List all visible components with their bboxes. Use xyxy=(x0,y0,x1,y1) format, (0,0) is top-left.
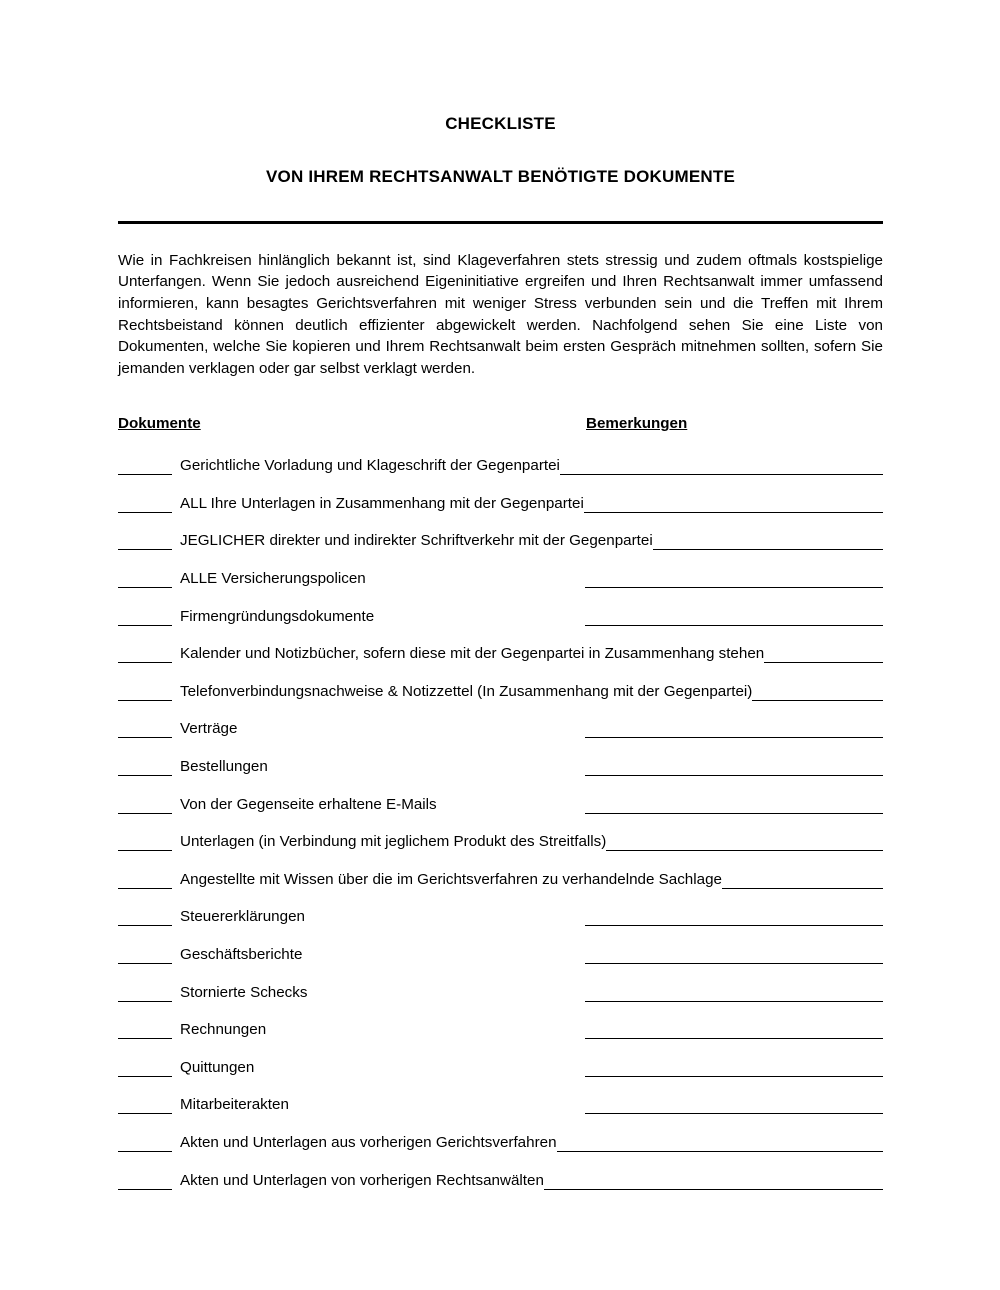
page-title: CHECKLISTE xyxy=(445,114,556,133)
intro-paragraph: Wie in Fachkreisen hinlänglich bekannt ist, sind Klageverfahren stets stressig und zudem oftmals kostspielige Unterfangen. Wenn Sie jedoch ausreichend Eigeninitiative ergreifen und Ihren Rechtsanwalt immer umfassend informieren, kann besagtes Gerichtsverfahren mit weniger Stress verbunden sein und die Treffen mit Ihrem Rechtsbeistand können deutlich effizienter abgewickelt werden. Nachfolgend sehen Sie eine Liste von Dokumenten, welche Sie kopieren und Ihrem Rechtsanwalt beim ersten Gespräch mitnehmen sollten, sofern Sie jemanden verklagen oder gar selbst verklagt werden. xyxy=(118,251,883,377)
remark-blank[interactable] xyxy=(722,871,883,889)
checklist-item-row xyxy=(118,564,883,588)
checkmark-blank[interactable] xyxy=(118,570,172,588)
checkmark-blank[interactable] xyxy=(118,1172,172,1190)
checklist-item-label: Mitarbeiterakten xyxy=(180,1096,289,1114)
checklist xyxy=(118,451,883,1203)
checklist-item xyxy=(118,639,883,677)
checkmark-blank[interactable] xyxy=(118,495,172,513)
checklist-item xyxy=(118,978,883,1016)
remark-blank[interactable] xyxy=(584,495,883,513)
remark-blank[interactable] xyxy=(585,758,883,776)
checklist-item-row xyxy=(118,902,883,926)
checklist-item xyxy=(118,752,883,790)
remark-blank[interactable] xyxy=(606,833,883,851)
remark-blank[interactable] xyxy=(544,1172,883,1190)
checklist-item xyxy=(118,902,883,940)
checklist-item-label: Geschäftsberichte xyxy=(180,945,303,963)
remarks-column-heading: Bemerkungen xyxy=(586,415,688,433)
checklist-item-row xyxy=(118,1090,883,1114)
checklist-item xyxy=(118,827,883,865)
checklist-item xyxy=(118,1053,883,1091)
title-divider xyxy=(118,221,883,224)
checkmark-blank[interactable] xyxy=(118,1134,172,1152)
checklist-item xyxy=(118,677,883,715)
checkmark-blank[interactable] xyxy=(118,532,172,550)
checklist-item-label: Gerichtliche Vorladung und Klageschrift der Gegenpartei xyxy=(180,457,560,475)
checkmark-blank[interactable] xyxy=(118,758,172,776)
checklist-item-row xyxy=(118,526,883,550)
checklist-item-label: Akten und Unterlagen aus vorherigen Gerichtsverfahren xyxy=(180,1133,557,1151)
checkmark-blank[interactable] xyxy=(118,946,172,964)
checklist-item-row xyxy=(118,1015,883,1039)
checklist-item-label: Bestellungen xyxy=(180,758,268,775)
checklist-item xyxy=(118,865,883,903)
checklist-item-row xyxy=(118,639,883,663)
remark-blank[interactable] xyxy=(585,796,883,814)
checkmark-blank[interactable] xyxy=(118,645,172,663)
checkmark-blank[interactable] xyxy=(118,683,172,701)
checkmark-blank[interactable] xyxy=(118,1021,172,1039)
remark-blank[interactable] xyxy=(585,570,883,588)
checklist-item-label: Verträge xyxy=(180,720,238,738)
remark-blank[interactable] xyxy=(585,1096,883,1114)
checklist-item xyxy=(118,526,883,564)
remark-blank[interactable] xyxy=(585,946,883,964)
remark-blank[interactable] xyxy=(585,984,883,1002)
checklist-item-label: Rechnungen xyxy=(180,1021,267,1039)
checklist-item xyxy=(118,1015,883,1053)
document-content xyxy=(118,0,883,1203)
checklist-item-row xyxy=(118,827,883,851)
checklist-item-row xyxy=(118,978,883,1002)
checklist-item-label: ALL Ihre Unterlagen in Zusammenhang mit der Gegenpartei xyxy=(180,494,584,512)
checklist-item xyxy=(118,1166,883,1204)
remark-blank[interactable] xyxy=(560,457,883,475)
checkmark-blank[interactable] xyxy=(118,457,172,475)
checklist-item-label: Akten und Unterlagen von vorherigen Rechtsanwälten xyxy=(180,1171,544,1189)
checklist-item-label: Quittungen xyxy=(180,1058,255,1076)
checklist-item-label: JEGLICHER direkter und indirekter Schriftverkehr mit der Gegenpartei xyxy=(180,532,653,550)
checklist-item-row xyxy=(118,790,883,814)
checklist-item-label: Von der Gegenseite erhaltene E-Mails xyxy=(180,795,437,813)
remark-blank[interactable] xyxy=(752,683,883,701)
checklist-item-row xyxy=(118,602,883,626)
checklist-item xyxy=(118,790,883,828)
checklist-item-row xyxy=(118,714,883,738)
checklist-item-row xyxy=(118,677,883,701)
checkmark-blank[interactable] xyxy=(118,720,172,738)
remark-blank[interactable] xyxy=(557,1134,883,1152)
checklist-item-label: Telefonverbindungsnachweise & Notizzettel (In Zusammenhang mit der Gegenpartei) xyxy=(180,682,753,700)
remark-blank[interactable] xyxy=(764,645,883,663)
checkmark-blank[interactable] xyxy=(118,871,172,889)
remark-blank[interactable] xyxy=(653,532,883,550)
checklist-item-row xyxy=(118,451,883,475)
page-subtitle: VON IHREM RECHTSANWALT BENÖTIGTE DOKUMENTE xyxy=(266,167,735,187)
documents-column-heading: Dokumente xyxy=(118,415,201,433)
checklist-item-label: Unterlagen (in Verbindung mit jeglichem Produkt des Streitfalls) xyxy=(180,833,607,851)
checkmark-blank[interactable] xyxy=(118,833,172,851)
remark-blank[interactable] xyxy=(585,908,883,926)
column-headings xyxy=(118,415,883,437)
checklist-item xyxy=(118,602,883,640)
remark-blank[interactable] xyxy=(585,608,883,626)
checkmark-blank[interactable] xyxy=(118,984,172,1002)
checkmark-blank[interactable] xyxy=(118,608,172,626)
checklist-item-label: Stornierte Schecks xyxy=(180,983,308,1001)
checklist-item-label: ALLE Versicherungspolicen xyxy=(180,570,366,588)
checklist-item xyxy=(118,1128,883,1166)
checklist-item-row xyxy=(118,489,883,513)
checklist-item xyxy=(118,451,883,489)
checklist-item-label: Kalender und Notizbücher, sofern diese mit der Gegenpartei in Zusammenhang stehen xyxy=(180,645,765,663)
checklist-item xyxy=(118,564,883,602)
checkmark-blank[interactable] xyxy=(118,1096,172,1114)
checklist-item-row xyxy=(118,1166,883,1190)
checklist-item xyxy=(118,1090,883,1128)
checklist-item-row xyxy=(118,1053,883,1077)
checklist-item-row xyxy=(118,865,883,889)
remark-blank[interactable] xyxy=(585,1059,883,1077)
checkmark-blank[interactable] xyxy=(118,1059,172,1077)
checkmark-blank[interactable] xyxy=(118,908,172,926)
checkmark-blank[interactable] xyxy=(118,796,172,814)
checklist-item-row xyxy=(118,1128,883,1152)
checklist-item-label: Firmengründungsdokumente xyxy=(180,607,375,625)
checklist-item xyxy=(118,489,883,527)
checklist-item-row xyxy=(118,940,883,964)
remark-blank[interactable] xyxy=(585,720,883,738)
checklist-item-label: Steuererklärungen xyxy=(180,908,305,926)
remark-blank[interactable] xyxy=(585,1021,883,1039)
checklist-item-row xyxy=(118,752,883,776)
checklist-item-label: Angestellte mit Wissen über die im Gerichtsverfahren zu verhandelnde Sachlage xyxy=(180,870,722,888)
checklist-item xyxy=(118,940,883,978)
checklist-item xyxy=(118,714,883,752)
